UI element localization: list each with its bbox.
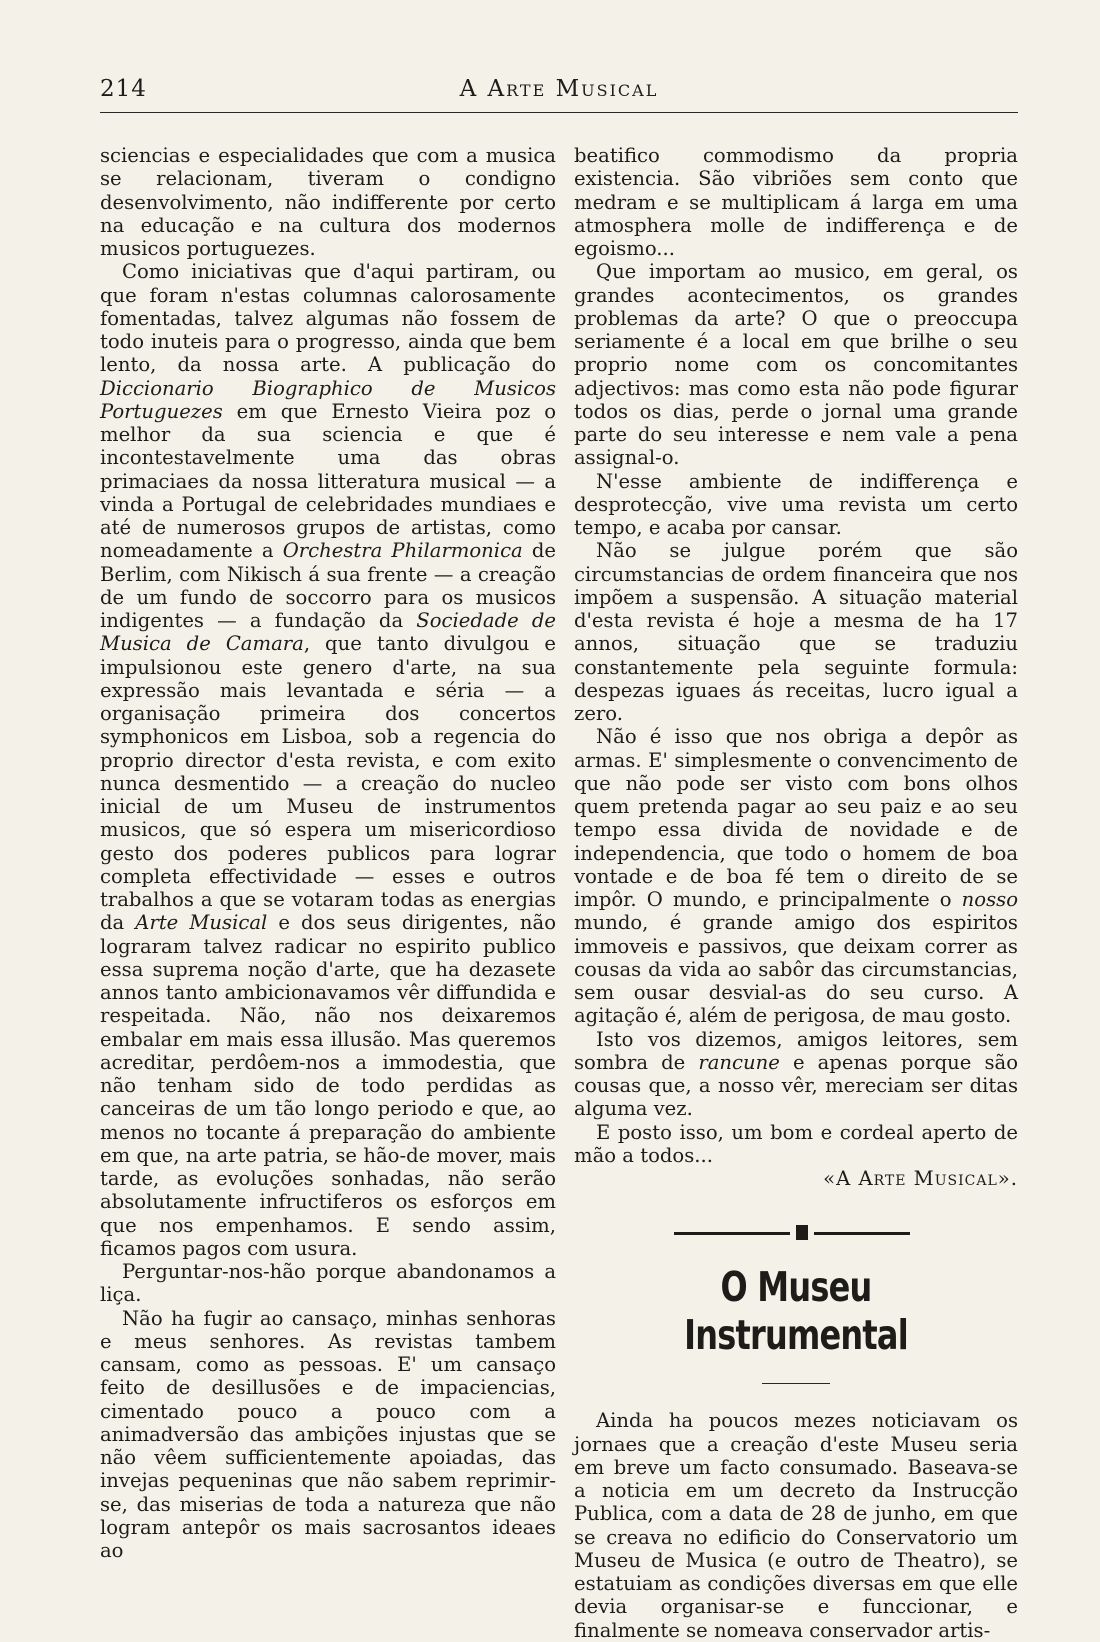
paragraph: Perguntar-nos-hão porque abandonamos a liça. xyxy=(100,1260,556,1307)
paragraph: Não ha fugir ao cansaço, minhas senhoras e meus senhores. As revistas tambem cansam, como as pessoas. E' um cansaço feito de desillusões e de impaciencias, cimentado pouco a pouco com a animadversão das ambições injustas que se não vêem sufficientemente apoiadas, das invejas pequeninas que não sabem reprimir-se, das miserias de toda a natureza que não logram antepôr os mais sacrosantos ideaes ao xyxy=(100,1306,556,1562)
paragraph: N'esse ambiente de indifferença e desprotecção, vive uma revista um certo tempo, e acaba por cansar. xyxy=(574,469,1018,539)
paragraph: Não é isso que nos obriga a depôr as armas. E' simplesmente o convencimento de que não pode ser visto com bons olhos quem pretenda pagar ao seu paiz e ao seu tempo essa divida de novidade e de independencia, que todo o homem de boa vontade e de boa fé tem o direito de se impôr. O mundo, e principalmente o nosso mundo, é grande amigo dos espiritos immoveis e passivos, que deixam correr as cousas da vida ao sabôr das circumstancias, sem ousar desvial-as do seu curso. A agitação é, além de perigosa, de mau gosto. xyxy=(574,725,1018,1028)
paragraph: beatifico commodismo da propria existencia. São vibriões sem conto que medram e se multiplicam á larga em uma atmosphera molle de indifferença e de egoismo... xyxy=(574,144,1018,260)
page-number: 214 xyxy=(100,76,147,102)
ornament-divider xyxy=(574,1220,1018,1240)
right-column xyxy=(574,144,1018,1642)
paragraph: Ainda ha poucos mezes noticiavam os jornaes que a creação d'este Museu seria em breve um facto consumado. Baseava-se a noticia em um decreto da Instrucção Publica, com a data de 28 de junho, em que se creava no edificio do Conservatorio um Museu de Musica (e outro de Theatro), se estatuiam as condições diversas em que elle devia organisar-se e funccionar, e finalmente se nomeava conservador artis- xyxy=(574,1409,1018,1642)
title-rule xyxy=(762,1383,830,1384)
page-header xyxy=(100,76,1018,106)
signature: «A Arte Musical». xyxy=(823,1167,1018,1190)
paragraph: Como iniciativas que d'aqui partiram, ou que foram n'estas columnas calorosamente fomentadas, talvez algumas não fossem de todo inuteis para o progresso, ainda que bem lento, da nossa arte. A publicação do Diccionario Biographico de Musicos Portuguezes em que Ernesto Vieira poz o melhor da sua sciencia e que é incontestavelmente uma das obras primaciaes da nossa litteratura musical — a vinda a Portugal de celebridades mundiaes e até de numerosos grupos de artistas, como nomeadamente a Orchestra Philarmonica de Berlim, com Nikisch á sua frente — a creação de um fundo de soccorro para os musicos indigentes — a fundação da Sociedade de Musica de Camara, que tanto divulgou e impulsionou este genero d'arte, na sua expressão mais levantada e séria — a organisação primeira dos concertos symphonicos em Lisboa, sob a regencia do proprio director d'esta revista, e com exito nunca desmentido — a creação do nucleo inicial de um Museu de instrumentos musicos, que só espera um misericordioso gesto dos poderes publicos para lograr completa effectividade — esses e outros trabalhos a que se votaram todas as energias da Arte Musical e dos seus dirigentes, não lograram talvez radicar no espirito publico essa suprema noção d'arte, que ha dezasete annos tanto ambicionavamos vêr diffundida e respeitada. Não, não nos deixaremos embalar em mais essa illusão. Mas queremos acreditar, perdôem-nos a immodestia, que não tenham sido de todo perdidas as canceiras de um tão longo periodo e que, ao menos no tocante á preparação do ambiente em que, na arte patria, se hão-de mover, mais tarde, as evoluções sonhadas, não serão absolutamente infructiferos os esforços em que nos empenhamos. E sendo assim, ficamos pagos com usura. xyxy=(100,260,556,1260)
left-column xyxy=(100,144,556,1562)
paragraph: Que importam ao musico, em geral, os grandes acontecimentos, os grandes problemas da arte? O que o preoccupa seriamente é a local em que brilhe o seu proprio nome com os concomitantes adjectivos: mas como esta não pode figurar todos os dias, perde o jornal uma grande parte do seu interesse e nem vale a pena assignal-o. xyxy=(574,260,1018,470)
section-title: O Museu Instrumental xyxy=(684,1263,908,1360)
paragraph: E posto isso, um bom e cordeal aperto de mão a todos... xyxy=(574,1120,1018,1167)
header-rule xyxy=(100,112,1018,113)
paragraph: sciencias e especialidades que com a musica se relacionam, tiveram o condigno desenvolvimento, não indifferente por certo na educação e na cultura dos modernos musicos portuguezes. xyxy=(100,144,556,260)
paragraph: Isto vos dizemos, amigos leitores, sem sombra de rancune e apenas porque são cousas que, a nosso vêr, mereciam ser ditas alguma vez. xyxy=(574,1027,1018,1121)
paragraph: Não se julgue porém que são circumstancias de ordem financeira que nos impõem a suspensão. A situação material d'esta revista é hoje a mesma de ha 17 annos, situação que se traduziu constantemente pela seguinte formula: despezas iguaes ás receitas, lucro igual a zero. xyxy=(574,539,1018,725)
running-title: A Arte Musical xyxy=(459,76,659,102)
